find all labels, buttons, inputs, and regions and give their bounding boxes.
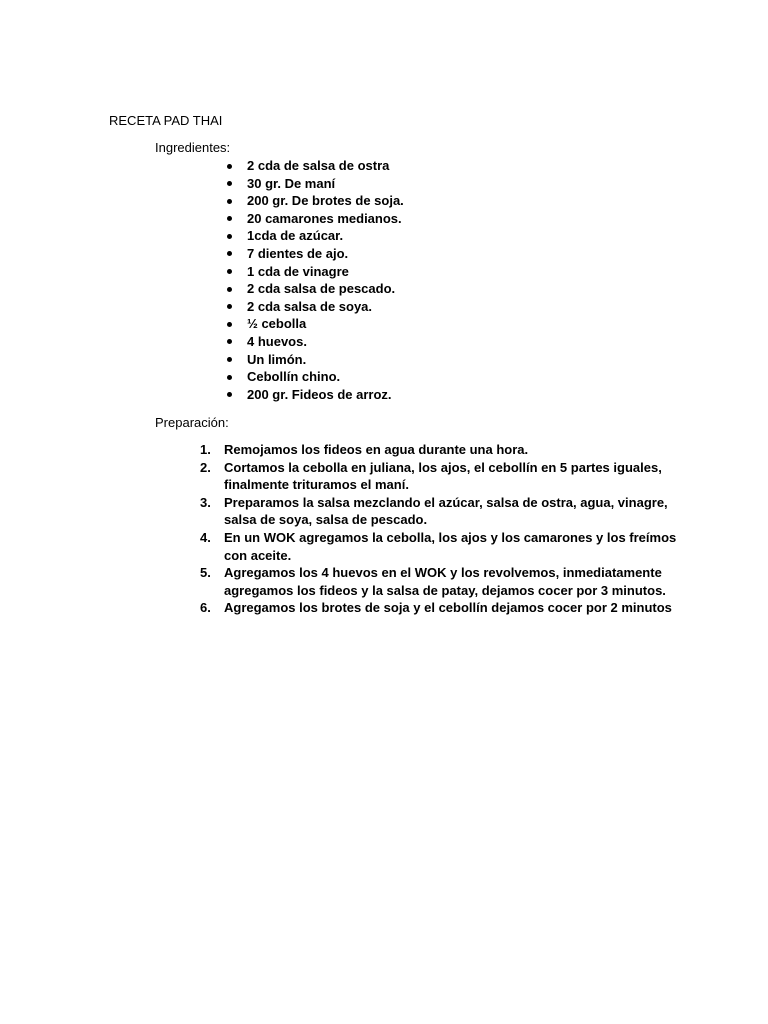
bullet-icon — [227, 339, 232, 344]
bullet-icon — [227, 164, 232, 169]
step-number: 3. — [200, 494, 211, 510]
recipe-title: RECETA PAD THAI — [109, 113, 223, 128]
ingredient-text: 1 cda de vinagre — [247, 263, 349, 279]
ingredient-text: Un limón. — [247, 351, 307, 367]
bullet-icon — [227, 269, 232, 274]
bullet-icon — [227, 234, 232, 239]
bullet-icon — [227, 199, 232, 204]
ingredient-text: 200 gr. De brotes de soja. — [247, 193, 404, 209]
step-text-line: agregamos los fideos y la salsa de patay, dejamos cocer por 3 minutos. — [224, 582, 666, 598]
ingredient-text: 2 cda salsa de soya. — [247, 298, 373, 314]
preparation-heading: Preparación: — [155, 415, 229, 430]
preparation-step — [0, 599, 768, 617]
bullet-icon — [227, 322, 232, 327]
bullet-icon — [227, 357, 232, 362]
bullet-icon — [227, 392, 232, 397]
preparation-step — [0, 494, 768, 529]
step-text-line: con aceite. — [224, 547, 292, 563]
ingredient-text: 2 cda de salsa de ostra — [247, 158, 390, 173]
preparation-step — [0, 441, 768, 459]
preparation-step — [0, 529, 768, 564]
bullet-icon — [227, 251, 232, 256]
ingredient-text: 20 camarones medianos. — [247, 210, 402, 226]
step-text-line: Preparamos la salsa mezclando el azúcar, salsa de ostra, agua, vinagre, — [224, 494, 668, 510]
bullet-icon — [227, 287, 232, 292]
step-text-line: Agregamos los brotes de soja y el cebollín dejamos cocer por 2 minutos — [224, 600, 672, 616]
ingredient-text: 2 cda salsa de pescado. — [247, 281, 396, 297]
ingredient-text: 7 dientes de ajo. — [247, 245, 349, 261]
preparation-step — [0, 564, 768, 599]
step-number: 2. — [200, 459, 211, 475]
step-text-line: Cortamos la cebolla en juliana, los ajos, el cebollín en 5 partes iguales, — [224, 459, 662, 475]
bullet-icon — [227, 216, 232, 221]
step-text-line: Agregamos los 4 huevos en el WOK y los revolvemos, inmediatamente — [224, 565, 662, 581]
step-number: 5. — [200, 565, 211, 581]
ingredient-text: 30 gr. De maní — [247, 175, 336, 191]
bullet-icon — [227, 304, 232, 309]
step-text-line: finalmente trituramos el maní. — [224, 477, 409, 493]
ingredient-text: 4 huevos. — [247, 333, 307, 349]
step-text-line: En un WOK agregamos la cebolla, los ajos y los camarones y los freímos — [224, 529, 677, 545]
preparation-step — [0, 459, 768, 494]
ingredients-heading: Ingredientes: — [155, 140, 231, 155]
bullet-icon — [227, 181, 232, 186]
bullet-icon — [227, 375, 232, 380]
ingredient-text: 200 gr. Fideos de arroz. — [247, 386, 392, 402]
step-text-line: salsa de soya, salsa de pescado. — [224, 512, 428, 528]
ingredient-text: Cebollín chino. — [247, 369, 341, 385]
step-number: 6. — [200, 600, 211, 616]
ingredient-text: 1cda de azúcar. — [247, 228, 344, 244]
step-number: 4. — [200, 529, 211, 545]
step-number: 1. — [200, 442, 211, 457]
ingredient-text: ½ cebolla — [247, 316, 307, 332]
preparation-steps-list — [0, 441, 768, 617]
step-text-line: Remojamos los fideos en agua durante una hora. — [224, 442, 529, 457]
